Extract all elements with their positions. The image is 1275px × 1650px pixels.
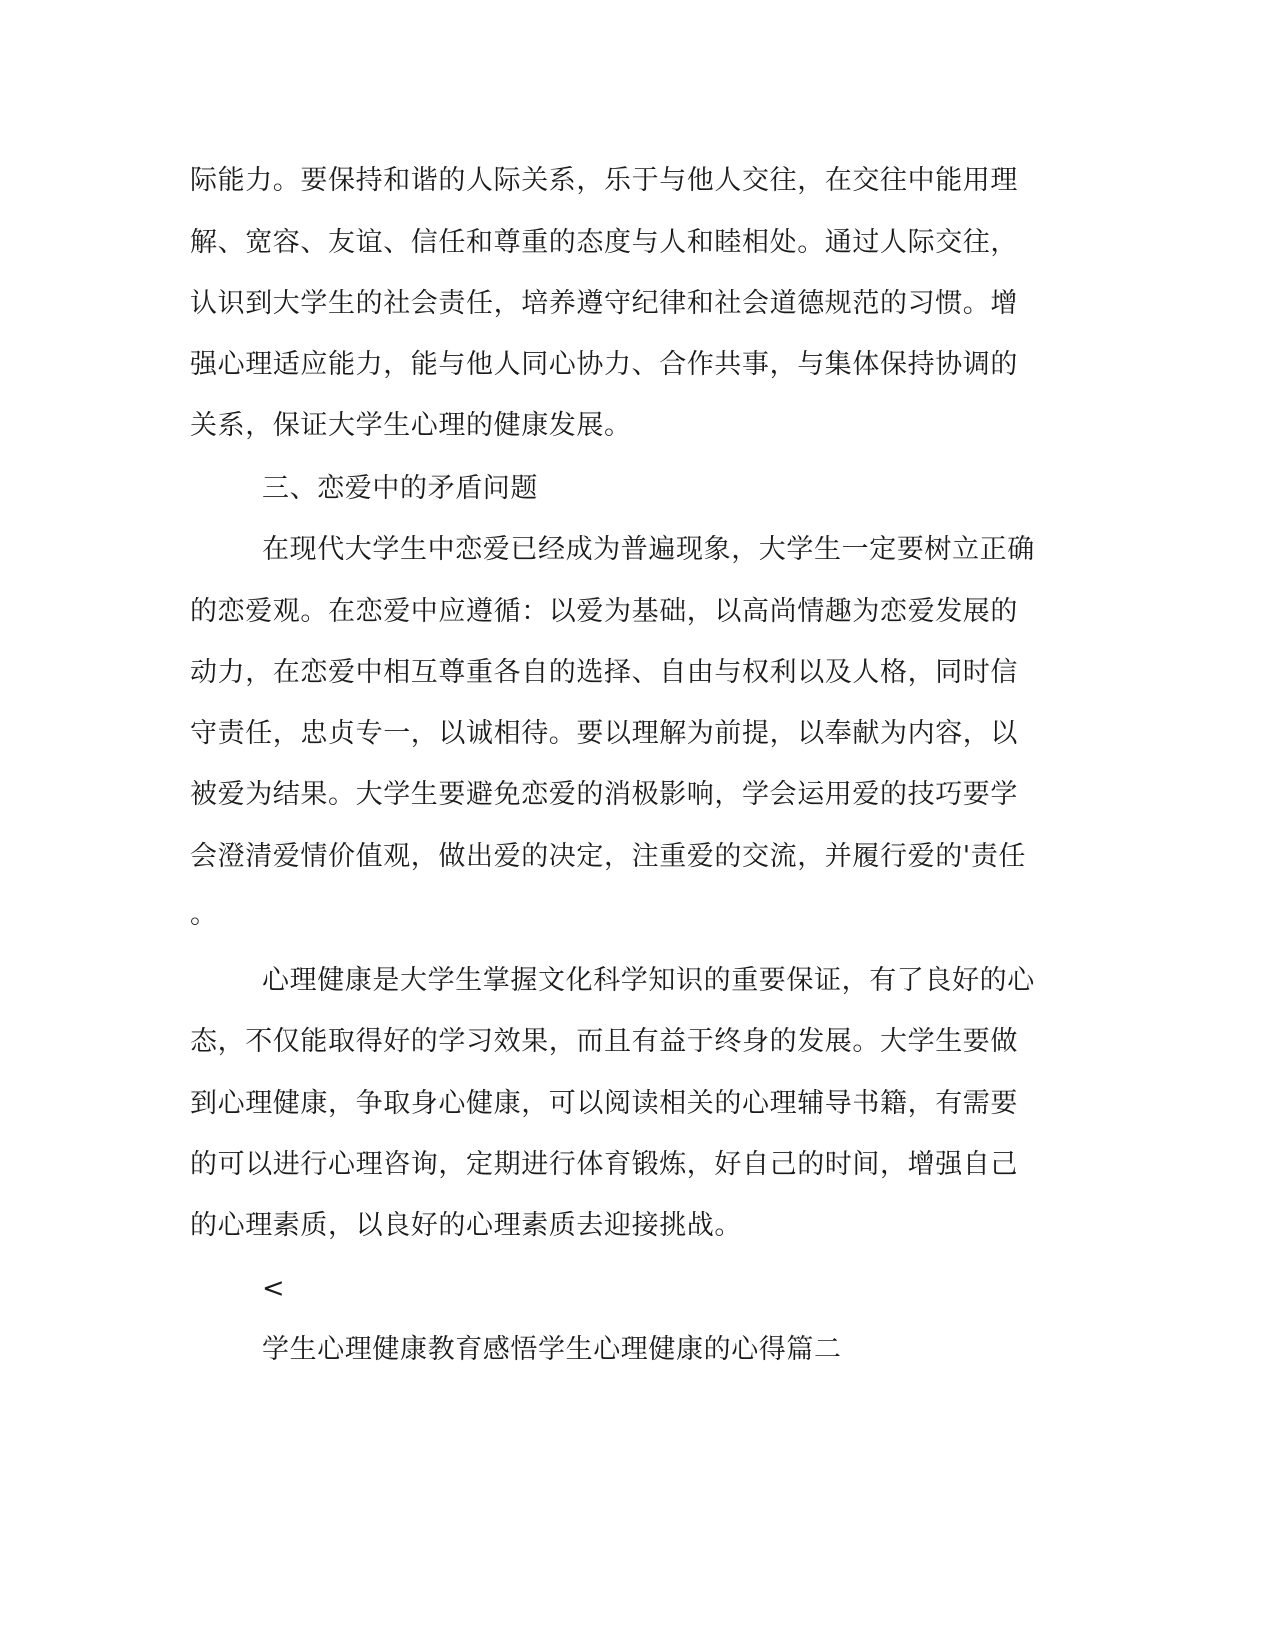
text-line: 在现代大学生中恋爱已经成为普遍现象，大学生一定要树立正确: [262, 534, 1035, 565]
section-heading: 三、恋爱中的矛盾问题: [262, 473, 538, 504]
text-line: 强心理适应能力，能与他人同心协力、合作共事，与集体保持协调的: [190, 349, 1018, 380]
text-line: 动力，在恋爱中相互尊重各自的选择、自由与权利以及人格，同时信: [190, 657, 1018, 688]
text-line: 心理健康是大学生掌握文化科学知识的重要保证，有了良好的心: [262, 965, 1035, 996]
text-line: 会澄清爱情价值观，做出爱的决定，注重爱的交流，并履行爱的'责任: [190, 841, 1027, 872]
text-line: 解、宽容、友谊、信任和尊重的态度与人和睦相处。通过人际交往，: [190, 227, 1018, 258]
text-line: 态，不仅能取得好的学习效果，而且有益于终身的发展。大学生要做: [190, 1026, 1018, 1057]
section-heading: 学生心理健康教育感悟学生心理健康的心得篇二: [262, 1334, 842, 1365]
text-line: 的心理素质，以良好的心理素质去迎接挑战。: [190, 1210, 742, 1241]
text-line: 的可以进行心理咨询，定期进行体育锻炼，好自己的时间，增强自己: [190, 1149, 1018, 1180]
text-line: 认识到大学生的社会责任，培养遵守纪律和社会道德规范的习惯。增: [190, 288, 1018, 319]
text-line: 被爱为结果。大学生要避免恋爱的消极影响，学会运用爱的技巧要学: [190, 779, 1018, 810]
text-line: 守责任，忠贞专一，以诚相待。要以理解为前提，以奉献为内容，以: [190, 718, 1018, 749]
text-line: 的恋爱观。在恋爱中应遵循：以爱为基础，以高尚情趣为恋爱发展的: [190, 596, 1018, 627]
text-line: 到心理健康，争取身心健康，可以阅读相关的心理辅导书籍，有需要: [190, 1088, 1018, 1119]
text-line: 际能力。要保持和谐的人际关系，乐于与他人交往，在交往中能用理: [190, 165, 1018, 196]
text-line: 。: [190, 899, 218, 930]
text-line: 关系，保证大学生心理的健康发展。: [190, 410, 632, 441]
text-line: <: [262, 1273, 286, 1304]
